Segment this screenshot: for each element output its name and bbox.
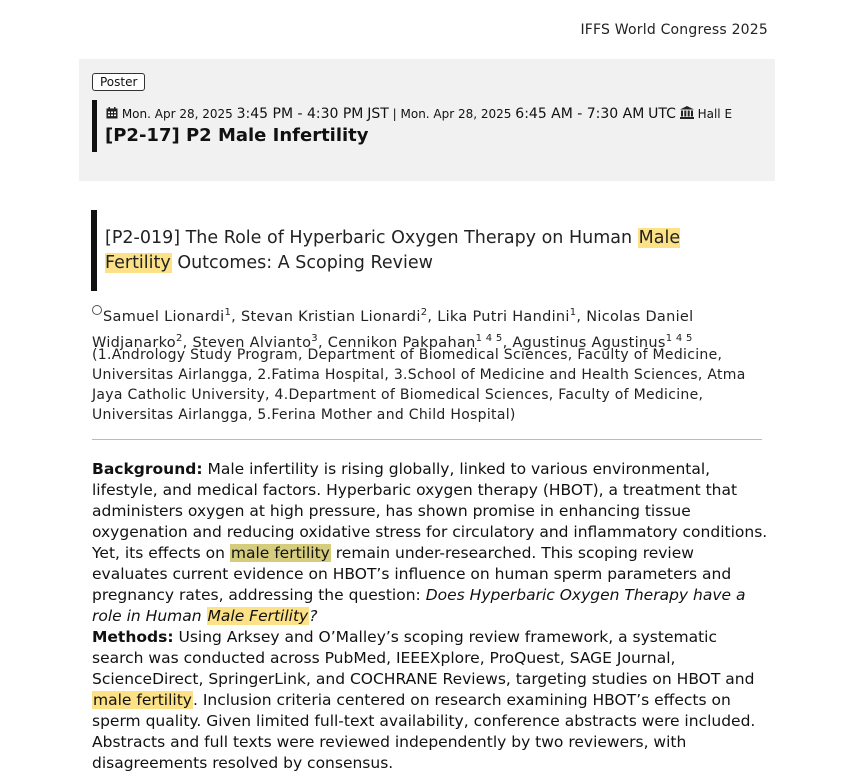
abstract-title bbox=[105, 226, 745, 276]
abstract-title-highlight: Male Fertility bbox=[105, 228, 681, 273]
author-affiliation-number: 2 bbox=[420, 307, 428, 318]
methods-text: Using Arksey and O’Malley’s scoping review framework, a systematic search was conducted across PubMed, IEEEXplore, ProQuest, SAGE Journal, ScienceDirect, SpringerLink, and COCHRANE Reviews, targeting studies on HBOT and bbox=[92, 628, 755, 688]
session-time bbox=[106, 106, 732, 122]
affiliations: (1.Andrology Study Program, Department of Biomedical Sciences, Faculty of Medicine, Universitas Airlangga, 2.Fatima Hospital, 3.School of Medicine and Health Sciences, Atma Jaya Catholic University, 4.Department of Biomedical Sciences, Faculty of Medicine, Universitas Airlangga, 5.Ferina Mother and Child Hospital) bbox=[92, 347, 746, 423]
author-name: Cennikon Pakpahan bbox=[327, 334, 476, 351]
author-affiliation-number: 2 bbox=[175, 332, 183, 344]
utc-date: Mon. Apr 28, 2025 bbox=[400, 107, 512, 121]
methods-text-2: . Inclusion criteria centered on research examining HBOT’s effects on sperm quality. Given limited full-text availability, conference abstracts were included. Abstracts and full texts were reviewed independently by two reviewers, with disagreements resolved by consensus. bbox=[92, 691, 756, 772]
session-title: [P2-17] P2 Male Infertility bbox=[105, 125, 369, 146]
methods-paragraph bbox=[92, 627, 772, 774]
question-text: Does Hyperbaric Oxygen Therapy have a role in Human bbox=[92, 586, 746, 625]
author-name: Steven Alvianto bbox=[192, 334, 312, 351]
utc-timezone: UTC bbox=[648, 106, 676, 122]
divider bbox=[92, 439, 762, 440]
abstract-title-text: [P2-019] The Role of Hyperbaric Oxygen Therapy on Human bbox=[105, 228, 638, 248]
author-name: Nicolas Daniel Widjanarko bbox=[92, 308, 694, 351]
utc-time-range: 6:45 AM - 7:30 AM bbox=[515, 106, 645, 122]
building-icon bbox=[680, 106, 694, 119]
abstract-title-text-end: Outcomes: A Scoping Review bbox=[171, 253, 433, 273]
session-box bbox=[79, 59, 775, 181]
question-end: ? bbox=[309, 607, 318, 625]
conference-name: IFFS World Congress 2025 bbox=[580, 22, 768, 38]
author-name: Samuel Lionardi bbox=[103, 308, 225, 325]
background-highlight: male fertility bbox=[230, 544, 330, 562]
background-text-2: remain under-researched. This scoping review evaluates current evidence on HBOT’s influence on human sperm parameters and pregnancy rates, addressing the question: bbox=[92, 544, 732, 604]
calendar-icon bbox=[106, 107, 118, 119]
author-name: Lika Putri Handini bbox=[437, 308, 570, 325]
local-date: Mon. Apr 28, 2025 bbox=[121, 107, 233, 121]
author-separator: , bbox=[317, 334, 328, 351]
author-separator: , bbox=[502, 334, 513, 351]
author-separator: , bbox=[427, 308, 438, 325]
author bbox=[437, 309, 586, 325]
author-affiliation-number: 1 4 5 bbox=[475, 332, 503, 344]
local-timezone: JST bbox=[367, 106, 389, 122]
author-separator: , bbox=[182, 334, 193, 351]
author-affiliation-number: 1 bbox=[224, 307, 232, 318]
author-name: Agustinus Agustinus bbox=[512, 334, 666, 351]
question-highlight: Male Fertility bbox=[207, 607, 309, 625]
methods-label: Methods: bbox=[92, 628, 174, 646]
background-paragraph bbox=[92, 459, 772, 627]
author-affiliation-number: 1 bbox=[569, 307, 577, 318]
time-separator: | bbox=[392, 107, 397, 121]
author bbox=[241, 309, 437, 325]
author-separator: , bbox=[231, 308, 241, 325]
methods-highlight: male fertility bbox=[93, 691, 192, 709]
author-affiliation-number: 3 bbox=[311, 332, 318, 344]
author bbox=[103, 309, 241, 325]
background-text: Male infertility is rising globally, linked to various environmental, lifestyle, and medical factors. Hyperbaric oxygen therapy (HBOT), a treatment that administers oxygen at high pressure, has shown promise in enhancing tissue oxygenation and reducing oxidative stress for circulatory and inflammatory conditions. Yet, its effects on bbox=[92, 460, 768, 562]
author-name: Stevan Kristian Lionardi bbox=[240, 308, 421, 325]
room: Hall E bbox=[697, 107, 733, 121]
background-label: Background: bbox=[92, 460, 203, 478]
circle-icon bbox=[92, 305, 102, 315]
local-time-range: 3:45 PM - 4:30 PM bbox=[236, 106, 364, 122]
poster-badge: Poster bbox=[92, 73, 145, 91]
author-separator: , bbox=[576, 308, 587, 325]
author-affiliation-number: 1 4 5 bbox=[665, 332, 693, 344]
abstract-accent-bar bbox=[91, 210, 97, 291]
session-accent-bar bbox=[92, 100, 97, 152]
